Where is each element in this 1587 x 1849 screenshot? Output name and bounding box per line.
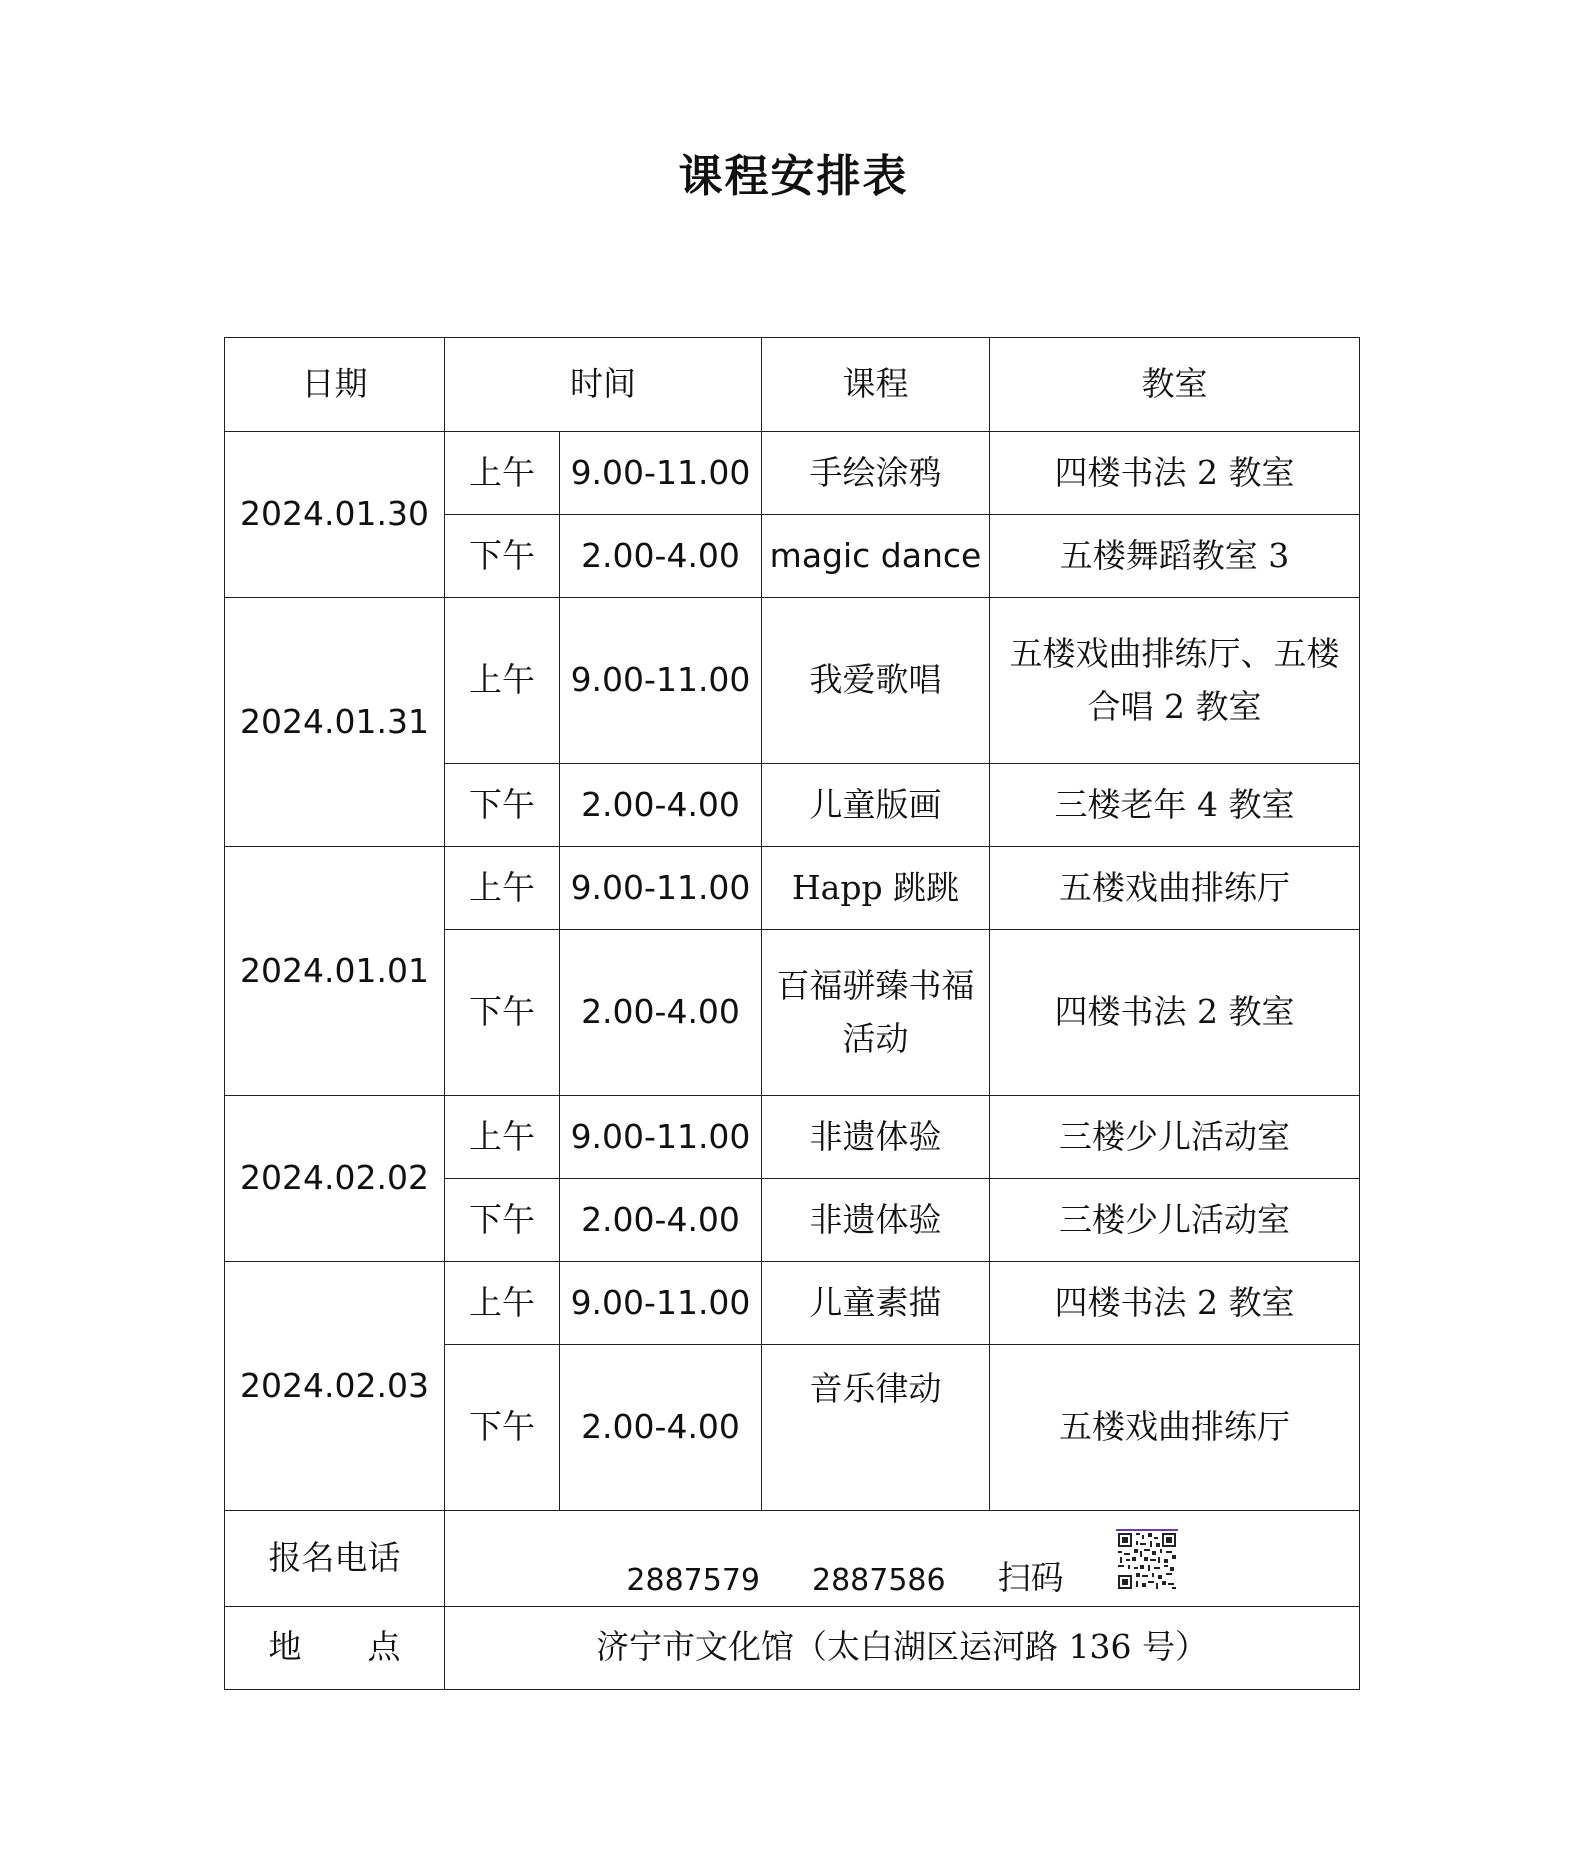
signup-row (225, 1511, 1360, 1607)
time-cell: 9.00-11.00 (560, 598, 762, 764)
course-cell: 非遗体验 (762, 1096, 990, 1179)
time-cell: 2.00-4.00 (560, 764, 762, 847)
room-cell: 四楼书法 2 教室 (990, 432, 1360, 515)
signup-info (445, 1511, 1360, 1607)
date-cell: 2024.02.02 (225, 1096, 445, 1262)
period-cell: 下午 (445, 515, 560, 598)
period-cell: 下午 (445, 1345, 560, 1511)
time-cell: 2.00-4.00 (560, 515, 762, 598)
time-cell: 2.00-4.00 (560, 1179, 762, 1262)
period-cell: 上午 (445, 847, 560, 930)
period-cell: 上午 (445, 598, 560, 764)
table-row (225, 432, 1360, 515)
course-cell: Happ 跳跳 (762, 847, 990, 930)
room-cell: 三楼少儿活动室 (990, 1179, 1360, 1262)
course-cell: 百福骈臻书福活动 (762, 930, 990, 1096)
page-title: 课程安排表 (678, 151, 909, 202)
schedule-table (224, 337, 1360, 1690)
period-cell: 下午 (445, 764, 560, 847)
header-date: 日期 (225, 338, 445, 432)
course-cell: 手绘涂鸦 (762, 432, 990, 515)
phone-number: 2887579 (626, 1563, 760, 1598)
period-cell: 上午 (445, 1096, 560, 1179)
date-cell: 2024.01.01 (225, 847, 445, 1096)
room-cell: 四楼书法 2 教室 (990, 1262, 1360, 1345)
period-cell: 上午 (445, 432, 560, 515)
course-cell: 我爱歌唱 (762, 598, 990, 764)
room-cell: 五楼戏曲排练厅、五楼合唱 2 教室 (990, 598, 1360, 764)
time-cell: 2.00-4.00 (560, 930, 762, 1096)
room-cell: 五楼戏曲排练厅 (990, 847, 1360, 930)
date-cell: 2024.02.03 (225, 1262, 445, 1511)
time-cell: 2.00-4.00 (560, 1345, 762, 1511)
course-cell: 儿童素描 (762, 1262, 990, 1345)
room-cell: 四楼书法 2 教室 (990, 930, 1360, 1096)
table-row (225, 598, 1360, 764)
header-time: 时间 (445, 338, 762, 432)
period-cell: 上午 (445, 1262, 560, 1345)
table-row (225, 847, 1360, 930)
location-row (225, 1606, 1360, 1689)
room-cell: 五楼戏曲排练厅 (990, 1345, 1360, 1511)
time-cell: 9.00-11.00 (560, 432, 762, 515)
room-cell: 三楼老年 4 教室 (990, 764, 1360, 847)
signup-label: 报名电话 (225, 1511, 445, 1607)
qr-code-icon (1116, 1529, 1178, 1593)
time-cell: 9.00-11.00 (560, 847, 762, 930)
time-cell: 9.00-11.00 (560, 1096, 762, 1179)
time-cell: 9.00-11.00 (560, 1262, 762, 1345)
room-cell: 五楼舞蹈教室 3 (990, 515, 1360, 598)
header-course: 课程 (762, 338, 990, 432)
table-row (225, 1262, 1360, 1345)
period-cell: 下午 (445, 1179, 560, 1262)
course-cell: 音乐律动 (762, 1345, 990, 1511)
date-cell: 2024.01.31 (225, 598, 445, 847)
scan-label: 扫码 (997, 1558, 1064, 1598)
date-cell: 2024.01.30 (225, 432, 445, 598)
room-cell: 三楼少儿活动室 (990, 1096, 1360, 1179)
course-cell: 儿童版画 (762, 764, 990, 847)
location-label: 地 点 (225, 1606, 445, 1689)
course-cell: 非遗体验 (762, 1179, 990, 1262)
location-value: 济宁市文化馆（太白湖区运河路 136 号） (445, 1606, 1360, 1689)
course-cell: magic dance (762, 515, 990, 598)
header-row (225, 338, 1360, 432)
period-cell: 下午 (445, 930, 560, 1096)
phone-number: 2887586 (812, 1563, 946, 1598)
header-room: 教室 (990, 338, 1360, 432)
table-row (225, 1096, 1360, 1179)
